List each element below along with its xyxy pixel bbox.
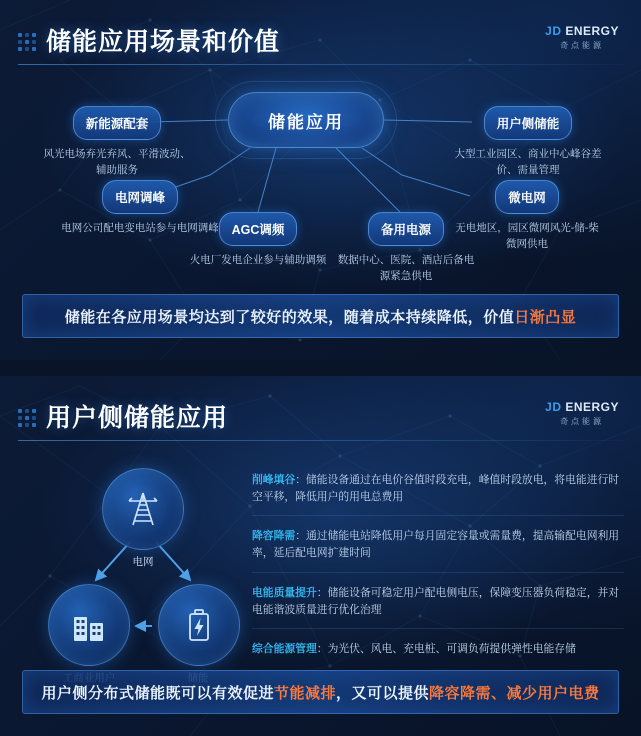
diagram-hub: 储能应用 bbox=[228, 92, 384, 148]
brand-logo-rest: ENERGY bbox=[561, 24, 619, 38]
circle-grid bbox=[102, 468, 184, 550]
brand-logo-text-2 bbox=[545, 400, 619, 414]
slide-user-side-storage bbox=[0, 376, 641, 736]
benefit-text: ：为光伏、风电、充电桩、可调负荷提供弹性电能存储 bbox=[316, 643, 576, 656]
node-new-energy-desc: 风光电场弃光弃风、平滑波动、辅助服务 bbox=[43, 148, 191, 176]
slide2-conclusion-banner bbox=[22, 670, 619, 714]
header-divider-2 bbox=[18, 440, 623, 441]
list-item bbox=[252, 472, 624, 516]
storage-flow-diagram bbox=[40, 468, 260, 668]
node-grid-peak-desc: 电网公司配电变电站参与电网调峰 bbox=[61, 222, 219, 234]
node-backup bbox=[336, 212, 476, 285]
list-item bbox=[252, 585, 624, 629]
building-icon bbox=[69, 605, 109, 645]
node-new-energy bbox=[42, 106, 192, 179]
benefit-key: 削峰填谷 bbox=[252, 474, 296, 486]
benefit-key: 综合能源管理 bbox=[252, 643, 317, 656]
node-new-energy-label: 新能源配套 bbox=[73, 106, 162, 140]
node-agc bbox=[188, 212, 328, 269]
brand-logo-rest-2: ENERGY bbox=[561, 400, 619, 414]
node-microgrid-label: 微电网 bbox=[495, 180, 559, 214]
slide-energy-storage-scenarios bbox=[0, 0, 641, 360]
node-agc-desc: 火电厂发电企业参与辅助调频 bbox=[189, 254, 327, 266]
list-item bbox=[252, 528, 624, 572]
node-agc-label: AGC调频 bbox=[219, 212, 298, 246]
benefit-key: 电能质量提升 bbox=[252, 586, 317, 599]
battery-icon bbox=[179, 605, 219, 645]
brand-logo-jd: JD bbox=[545, 24, 562, 38]
slide2-banner-highlight-1: 节能减排 bbox=[273, 684, 336, 702]
slide1-banner-text: 储能在各应用场景均达到了较好的效果，随着成本持续降低，价值 bbox=[64, 308, 515, 326]
benefit-list bbox=[252, 472, 624, 670]
decorative-dots-icon-2 bbox=[18, 409, 36, 427]
benefit-text: ：通过储能电站降低用户每月固定容量或需量费，提高输配电网利用率，延后配电网扩建时间 bbox=[252, 530, 620, 560]
node-user-side-desc: 大型工业园区、商业中心峰谷差价、需量管理 bbox=[454, 148, 602, 176]
node-backup-desc: 数据中心、医院、酒店后备电源紧急供电 bbox=[337, 254, 475, 282]
page-title-2: 用户侧储能应用 bbox=[46, 404, 229, 432]
node-microgrid-desc: 无电地区，园区微网风光-储-柴微网供电 bbox=[455, 222, 599, 250]
list-item bbox=[252, 641, 624, 658]
slide1-banner-highlight: 日渐凸显 bbox=[514, 308, 577, 326]
brand-logo-2 bbox=[545, 400, 619, 427]
page-title: 储能应用场景和价值 bbox=[46, 28, 281, 56]
circle-grid-label: 电网 bbox=[132, 556, 154, 568]
brand-logo-sub: 奇点能源 bbox=[560, 41, 605, 50]
benefit-text: ：储能设备可稳定用户配电侧电压，保障变压器负荷稳定，并对电能谐波质量进行优化治理 bbox=[252, 586, 620, 616]
node-user-side bbox=[452, 106, 604, 179]
brand-logo-sub-2: 奇点能源 bbox=[560, 417, 605, 426]
node-backup-label: 备用电源 bbox=[368, 212, 444, 246]
node-grid-peak-label: 电网调峰 bbox=[102, 180, 178, 214]
benefit-text: ：储能设备通过在电价谷值时段充电，峰值时段放电，将电能进行时空平移，降低用户的用电总费用 bbox=[252, 474, 620, 503]
slide2-banner-text-mid: ，又可以提供 bbox=[336, 684, 430, 702]
brand-logo-jd-2: JD bbox=[545, 400, 562, 414]
node-user-side-label: 用户侧储能 bbox=[484, 106, 573, 140]
circle-storage bbox=[158, 584, 240, 666]
slide1-conclusion-banner bbox=[22, 294, 619, 338]
slide2-header bbox=[18, 398, 228, 434]
benefit-key: 降容降需 bbox=[252, 530, 296, 543]
transmission-tower-icon bbox=[123, 489, 163, 529]
slide2-banner-text-before: 用户侧分布式储能既可以有效促进 bbox=[41, 684, 274, 702]
circle-industrial-user bbox=[48, 584, 130, 666]
slide2-banner-highlight-2: 降容降需、减少用户电费 bbox=[429, 684, 600, 702]
